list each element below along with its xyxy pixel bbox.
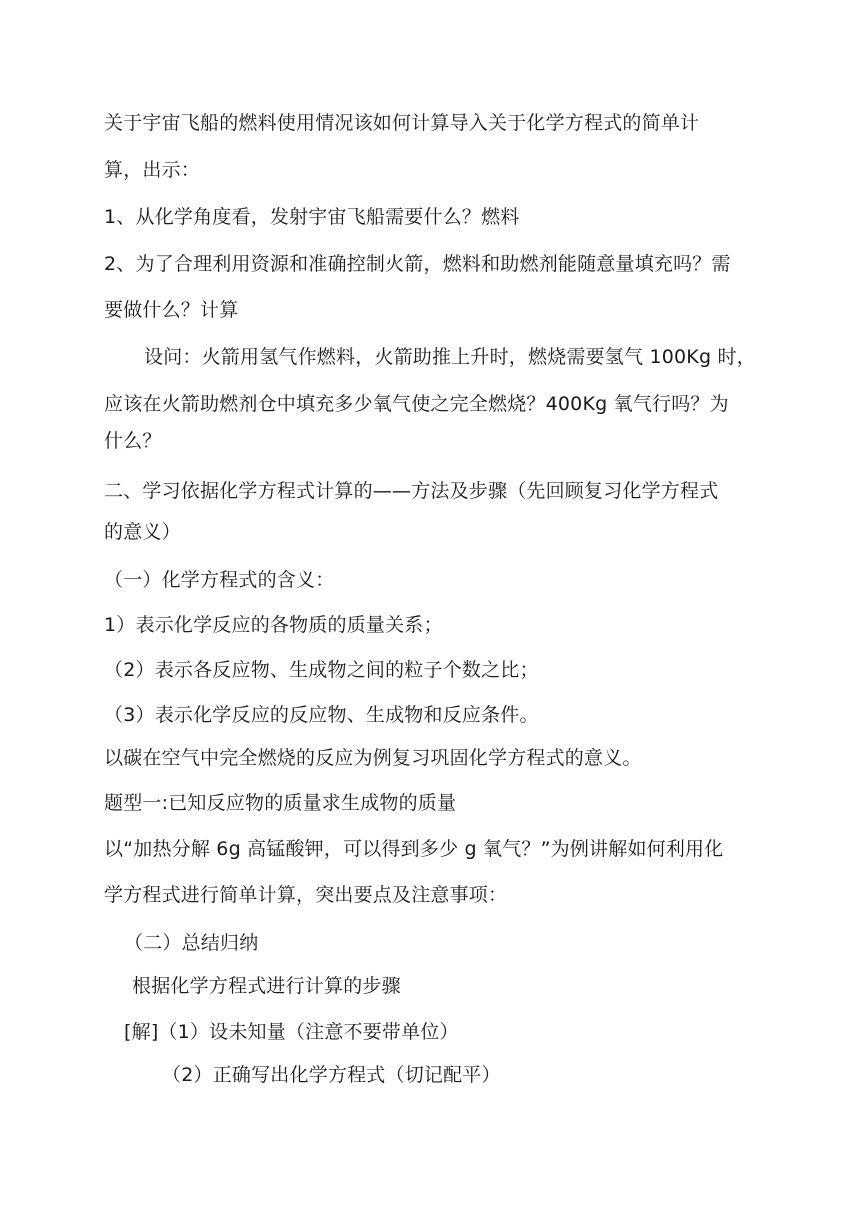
text-line: 应该在火箭助燃剂仓中填充多少氧气使之完全燃烧？400Kg 氧气行吗？为 (104, 393, 729, 415)
text-line: 二、学习依据化学方程式计算的——方法及步骤（先回顾复习化学方程式 (104, 480, 719, 502)
text-line: 根据化学方程式进行计算的步骤 (132, 975, 401, 997)
text-line: 的意义） (104, 521, 181, 543)
text-line: 要做什么？计算 (104, 299, 239, 321)
text-line: 设问：火箭用氢气作燃料，火箭助推上升时，燃烧需要氢气 100Kg 时， (144, 346, 756, 368)
text-line: 算，出示： (104, 159, 201, 181)
text-line: （二）总结归纳 (124, 932, 259, 954)
text-line: 1）表示化学反应的各物质的质量关系； (104, 614, 443, 636)
text-line: [解]（1）设未知量（注意不要带单位） (124, 1021, 459, 1043)
text-line: 关于宇宙飞船的燃料使用情况该如何计算导入关于化学方程式的简单计 (104, 112, 700, 134)
text-line: 什么？ (104, 430, 162, 452)
text-line: 1、从化学角度看，发射宇宙飞船需要什么？燃料 (104, 206, 520, 228)
text-line: （3）表示化学反应的反应物、生成物和反应条件。 (104, 704, 539, 726)
text-line: 学方程式进行简单计算，突出要点及注意事项： (104, 884, 508, 906)
text-line: （2）表示各反应物、生成物之间的粒子个数之比； (104, 659, 539, 681)
text-line: 以“加热分解 6g 高锰酸钾，可以得到多少 g 氧气？”为例讲解如何利用化 (104, 838, 724, 860)
text-line: 2、为了合理利用资源和准确控制火箭，燃料和助燃剂能随意量填充吗？需 (104, 253, 731, 275)
text-line: 题型一:已知反应物的质量求生成物的质量 (104, 792, 457, 814)
text-line: （一）化学方程式的含义： (104, 569, 335, 591)
text-line: （2）正确写出化学方程式（切记配平） (162, 1064, 501, 1086)
text-line: 以碳在空气中完全燃烧的反应为例复习巩固化学方程式的意义。 (104, 747, 642, 769)
